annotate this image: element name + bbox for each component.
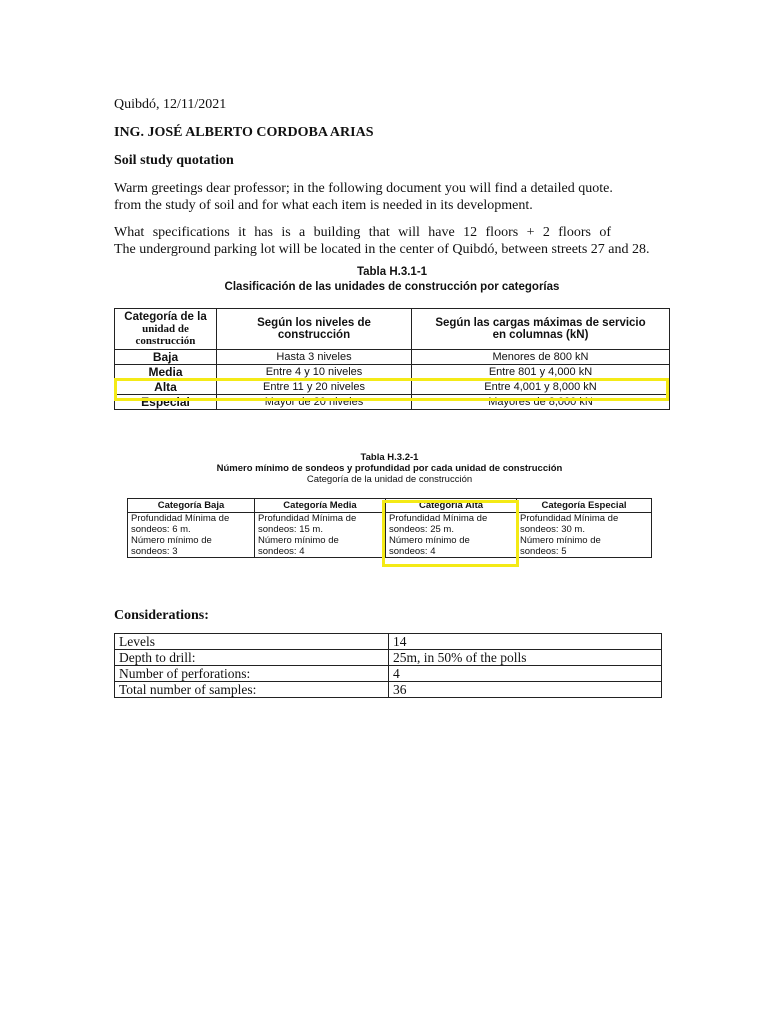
table-cell: Profundidad Mínima de sondeos: 6 m. Número mínimo de sondeos: 3 xyxy=(128,513,255,558)
table-cell: Entre 4 y 10 niveles xyxy=(217,365,412,380)
table-cell: Entre 801 y 4,000 kN xyxy=(412,365,670,380)
table-row xyxy=(115,682,662,698)
table-header: Categoría Alta xyxy=(386,499,517,513)
table-header: Según los niveles de construcción xyxy=(217,309,412,350)
table-cell: 36 xyxy=(389,682,662,698)
paragraph-2-line-1: What specifications it has is a building that will have 12 floors + 2 floors of xyxy=(114,225,611,240)
table-cell: Hasta 3 niveles xyxy=(217,350,412,365)
table-row xyxy=(115,666,662,682)
table-cell: Number of perforations: xyxy=(115,666,389,682)
table-cell: Especial xyxy=(115,395,217,410)
considerations-table xyxy=(114,633,662,698)
table-header: Categoría Especial xyxy=(517,499,652,513)
table-header: Categoría de la unidad de construcción xyxy=(115,309,217,350)
table-header-row xyxy=(115,309,670,350)
paragraph-1-line-2: from the study of soil and for what each item is needed in its development. xyxy=(114,198,533,213)
table-row xyxy=(115,350,670,365)
table-cell: Menores de 800 kN xyxy=(412,350,670,365)
table-cell: Profundidad Mínima de sondeos: 25 m. Número mínimo de sondeos: 4 xyxy=(386,513,517,558)
table-cell: Mayores de 8,000 kN xyxy=(412,395,670,410)
table-cell: Depth to drill: xyxy=(115,650,389,666)
table-cell: Baja xyxy=(115,350,217,365)
table1-title: Tabla H.3.1-1 xyxy=(356,266,428,278)
table-cell: Profundidad Mínima de sondeos: 30 m. Número mínimo de sondeos: 5 xyxy=(517,513,652,558)
place-date: Quibdó, 12/11/2021 xyxy=(114,97,227,112)
table-row xyxy=(115,650,662,666)
table-cell: Total number of samples: xyxy=(115,682,389,698)
table-cell: Mayor de 20 niveles xyxy=(217,395,412,410)
table-cell: 25m, in 50% of the polls xyxy=(389,650,662,666)
table1-subtitle: Clasificación de las unidades de construcción por categorías xyxy=(224,281,560,293)
table2-subtitle-2: Categoría de la unidad de construcción xyxy=(306,474,473,485)
highlight-box-alta-column xyxy=(382,500,519,567)
table-header: Según las cargas máximas de servicio en columnas (kN) xyxy=(412,309,670,350)
table-row xyxy=(115,634,662,650)
table2-subtitle: Número mínimo de sondeos y profundidad por cada unidad de construcción xyxy=(216,463,563,474)
recipient-name: ING. JOSÉ ALBERTO CORDOBA ARIAS xyxy=(114,125,374,140)
table-cell: Alta xyxy=(115,380,217,395)
table-cell: Entre 11 y 20 niveles xyxy=(217,380,412,395)
table-cell: 4 xyxy=(389,666,662,682)
table-cell: Media xyxy=(115,365,217,380)
table-cell: Profundidad Mínima de sondeos: 15 m. Número mínimo de sondeos: 4 xyxy=(255,513,386,558)
highlight-box-alta-row xyxy=(114,378,669,401)
table-cell: Entre 4,001 y 8,000 kN xyxy=(412,380,670,395)
table-header: Categoría Media xyxy=(255,499,386,513)
subject-line: Soil study quotation xyxy=(114,153,234,168)
table-cell: Levels xyxy=(115,634,389,650)
table-header: Categoría Baja xyxy=(128,499,255,513)
table2-title: Tabla H.3.2-1 xyxy=(360,452,419,463)
paragraph-1-line-1: Warm greetings dear professor; in the following document you will find a detailed quote. xyxy=(114,181,613,196)
paragraph-2-line-2: The underground parking lot will be located in the center of Quibdó, between streets 27 and 28. xyxy=(114,242,650,257)
considerations-heading: Considerations: xyxy=(114,608,209,623)
table-cell: 14 xyxy=(389,634,662,650)
